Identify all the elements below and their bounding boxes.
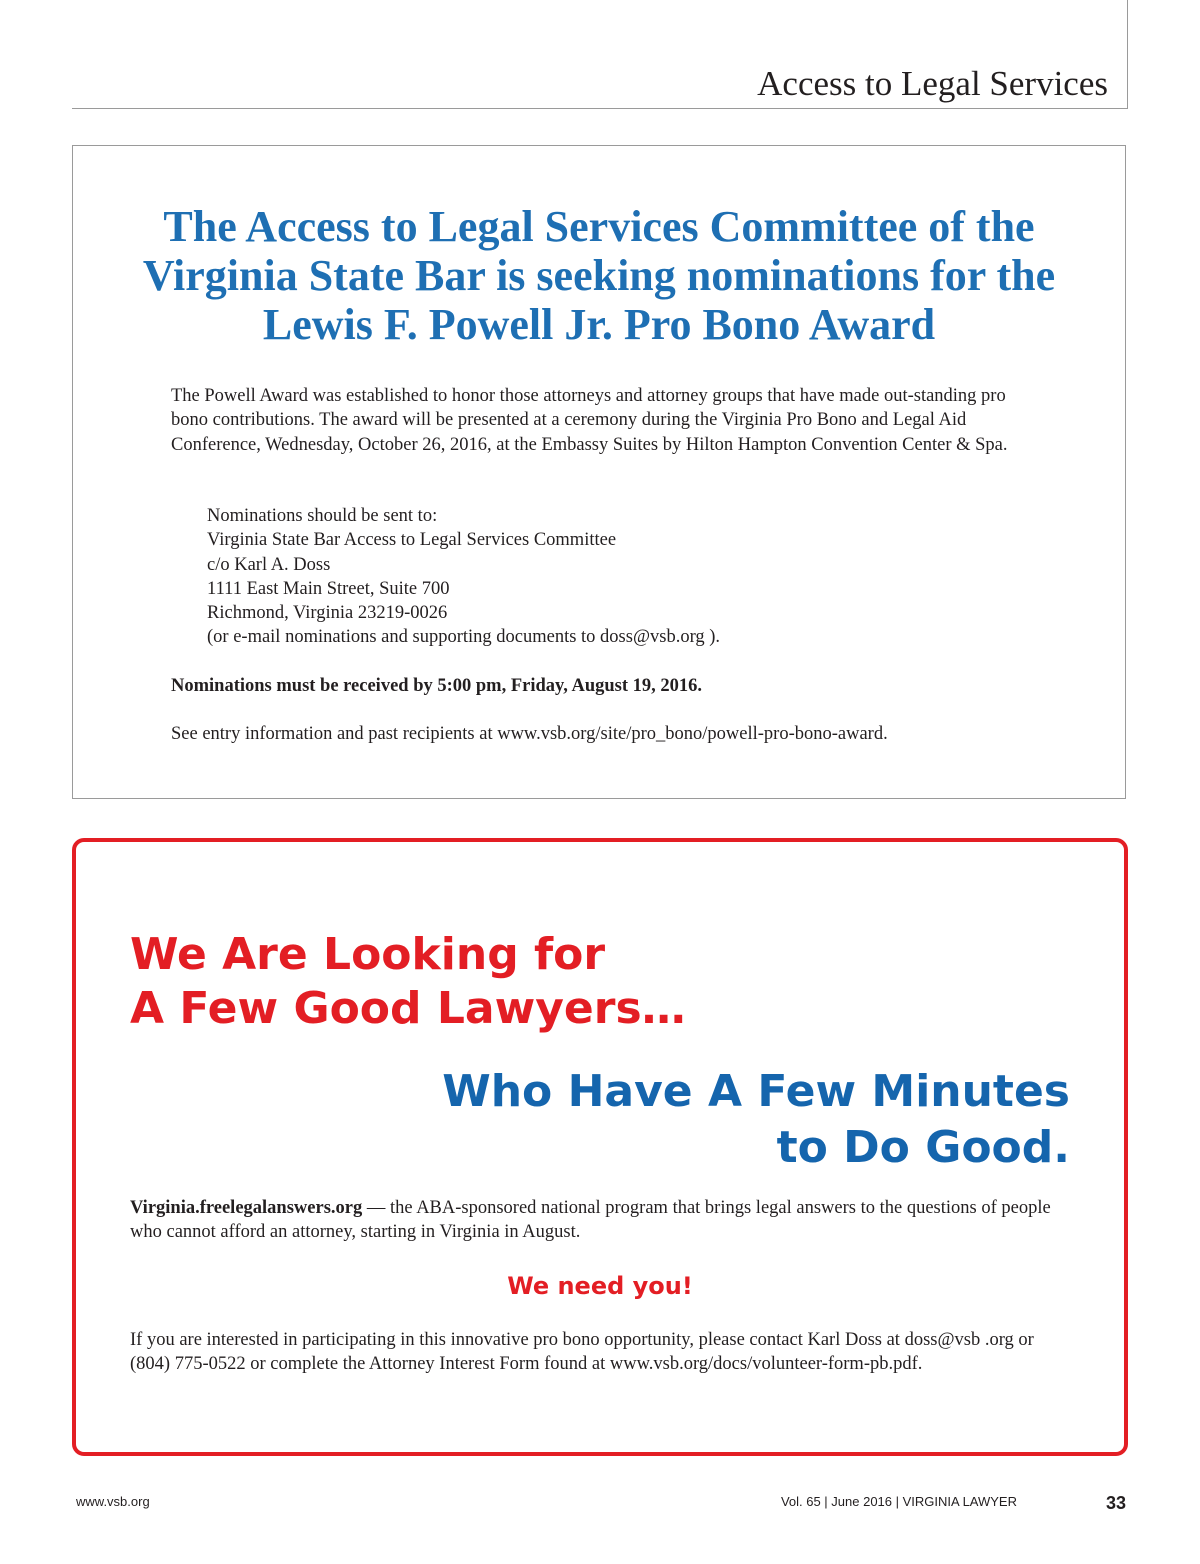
award-intro: The Powell Award was established to honor those attorneys and attorney groups that have made out-standing pro bono contributions. The award will be presented at a ceremony during the Virginia Pro Bono and Legal Aid Conference, Wednesday, October 26, 2016, at the Embassy Suites by Hilton Hampton Convention Center & Spa.: [171, 386, 1008, 455]
nomination-address: [207, 504, 1027, 650]
award-title-line: Lewis F. Powell Jr. Pro Bono Award: [262, 300, 936, 349]
award-title-line: The Access to Legal Services Committee of the: [163, 202, 1035, 251]
blue-heading-line: Who Have A Few Minutes: [442, 1066, 1070, 1117]
red-heading-line: We Are Looking for: [130, 929, 606, 980]
entry-info: See entry information and past recipients at www.vsb.org/site/pro_bono/powell-pro-bono-award.: [171, 724, 888, 744]
footer-website: www.vsb.org: [76, 1494, 150, 1509]
lawyers-box: [72, 838, 1128, 1456]
address-line: (or e-mail nominations and supporting documents to doss@vsb.org ).: [207, 627, 721, 648]
section-header: Access to Legal Services: [757, 64, 1108, 103]
contact-text: If you are interested in participating in this innovative pro bono opportunity, please contact Karl Doss at doss@vsb .org or (804) 775-0522 or complete the Attorney Interest Form found at www.vsb.org/docs/volunteer-form-pb.pdf.: [130, 1330, 1034, 1375]
blue-heading: [270, 1064, 1070, 1176]
award-title: [73, 202, 1125, 349]
blue-heading-line: to Do Good.: [776, 1122, 1070, 1173]
address-line: Richmond, Virginia 23219-0026: [207, 603, 448, 624]
program-desc-text: — the ABA-sponsored national program that brings legal answers to the questions of people who cannot afford an attorney, starting in Virginia in August.: [130, 1198, 1051, 1243]
header-vertical-rule: [1127, 0, 1128, 108]
need-you-callout: We need you!: [507, 1272, 693, 1300]
powell-award-box: [72, 145, 1126, 799]
award-title-line: Virginia State Bar is seeking nominations for the: [142, 251, 1056, 300]
program-site: Virginia.freelegalanswers.org: [130, 1198, 363, 1218]
address-line: 1111 East Main Street, Suite 700: [207, 578, 450, 599]
footer-issue: Vol. 65 | June 2016 | VIRGINIA LAWYER: [780, 1494, 1017, 1509]
nomination-deadline: Nominations must be received by 5:00 pm, Friday, August 19, 2016.: [171, 676, 703, 696]
address-line: Nominations should be sent to:: [207, 506, 438, 526]
program-description: [130, 1196, 1074, 1245]
page-number: 33: [1105, 1493, 1126, 1513]
red-heading: [130, 928, 830, 1036]
header-rule: [72, 108, 1128, 109]
red-heading-line: A Few Good Lawyers…: [130, 983, 686, 1034]
address-line: c/o Karl A. Doss: [207, 554, 331, 575]
address-line: Virginia State Bar Access to Legal Services Committee: [207, 530, 617, 551]
